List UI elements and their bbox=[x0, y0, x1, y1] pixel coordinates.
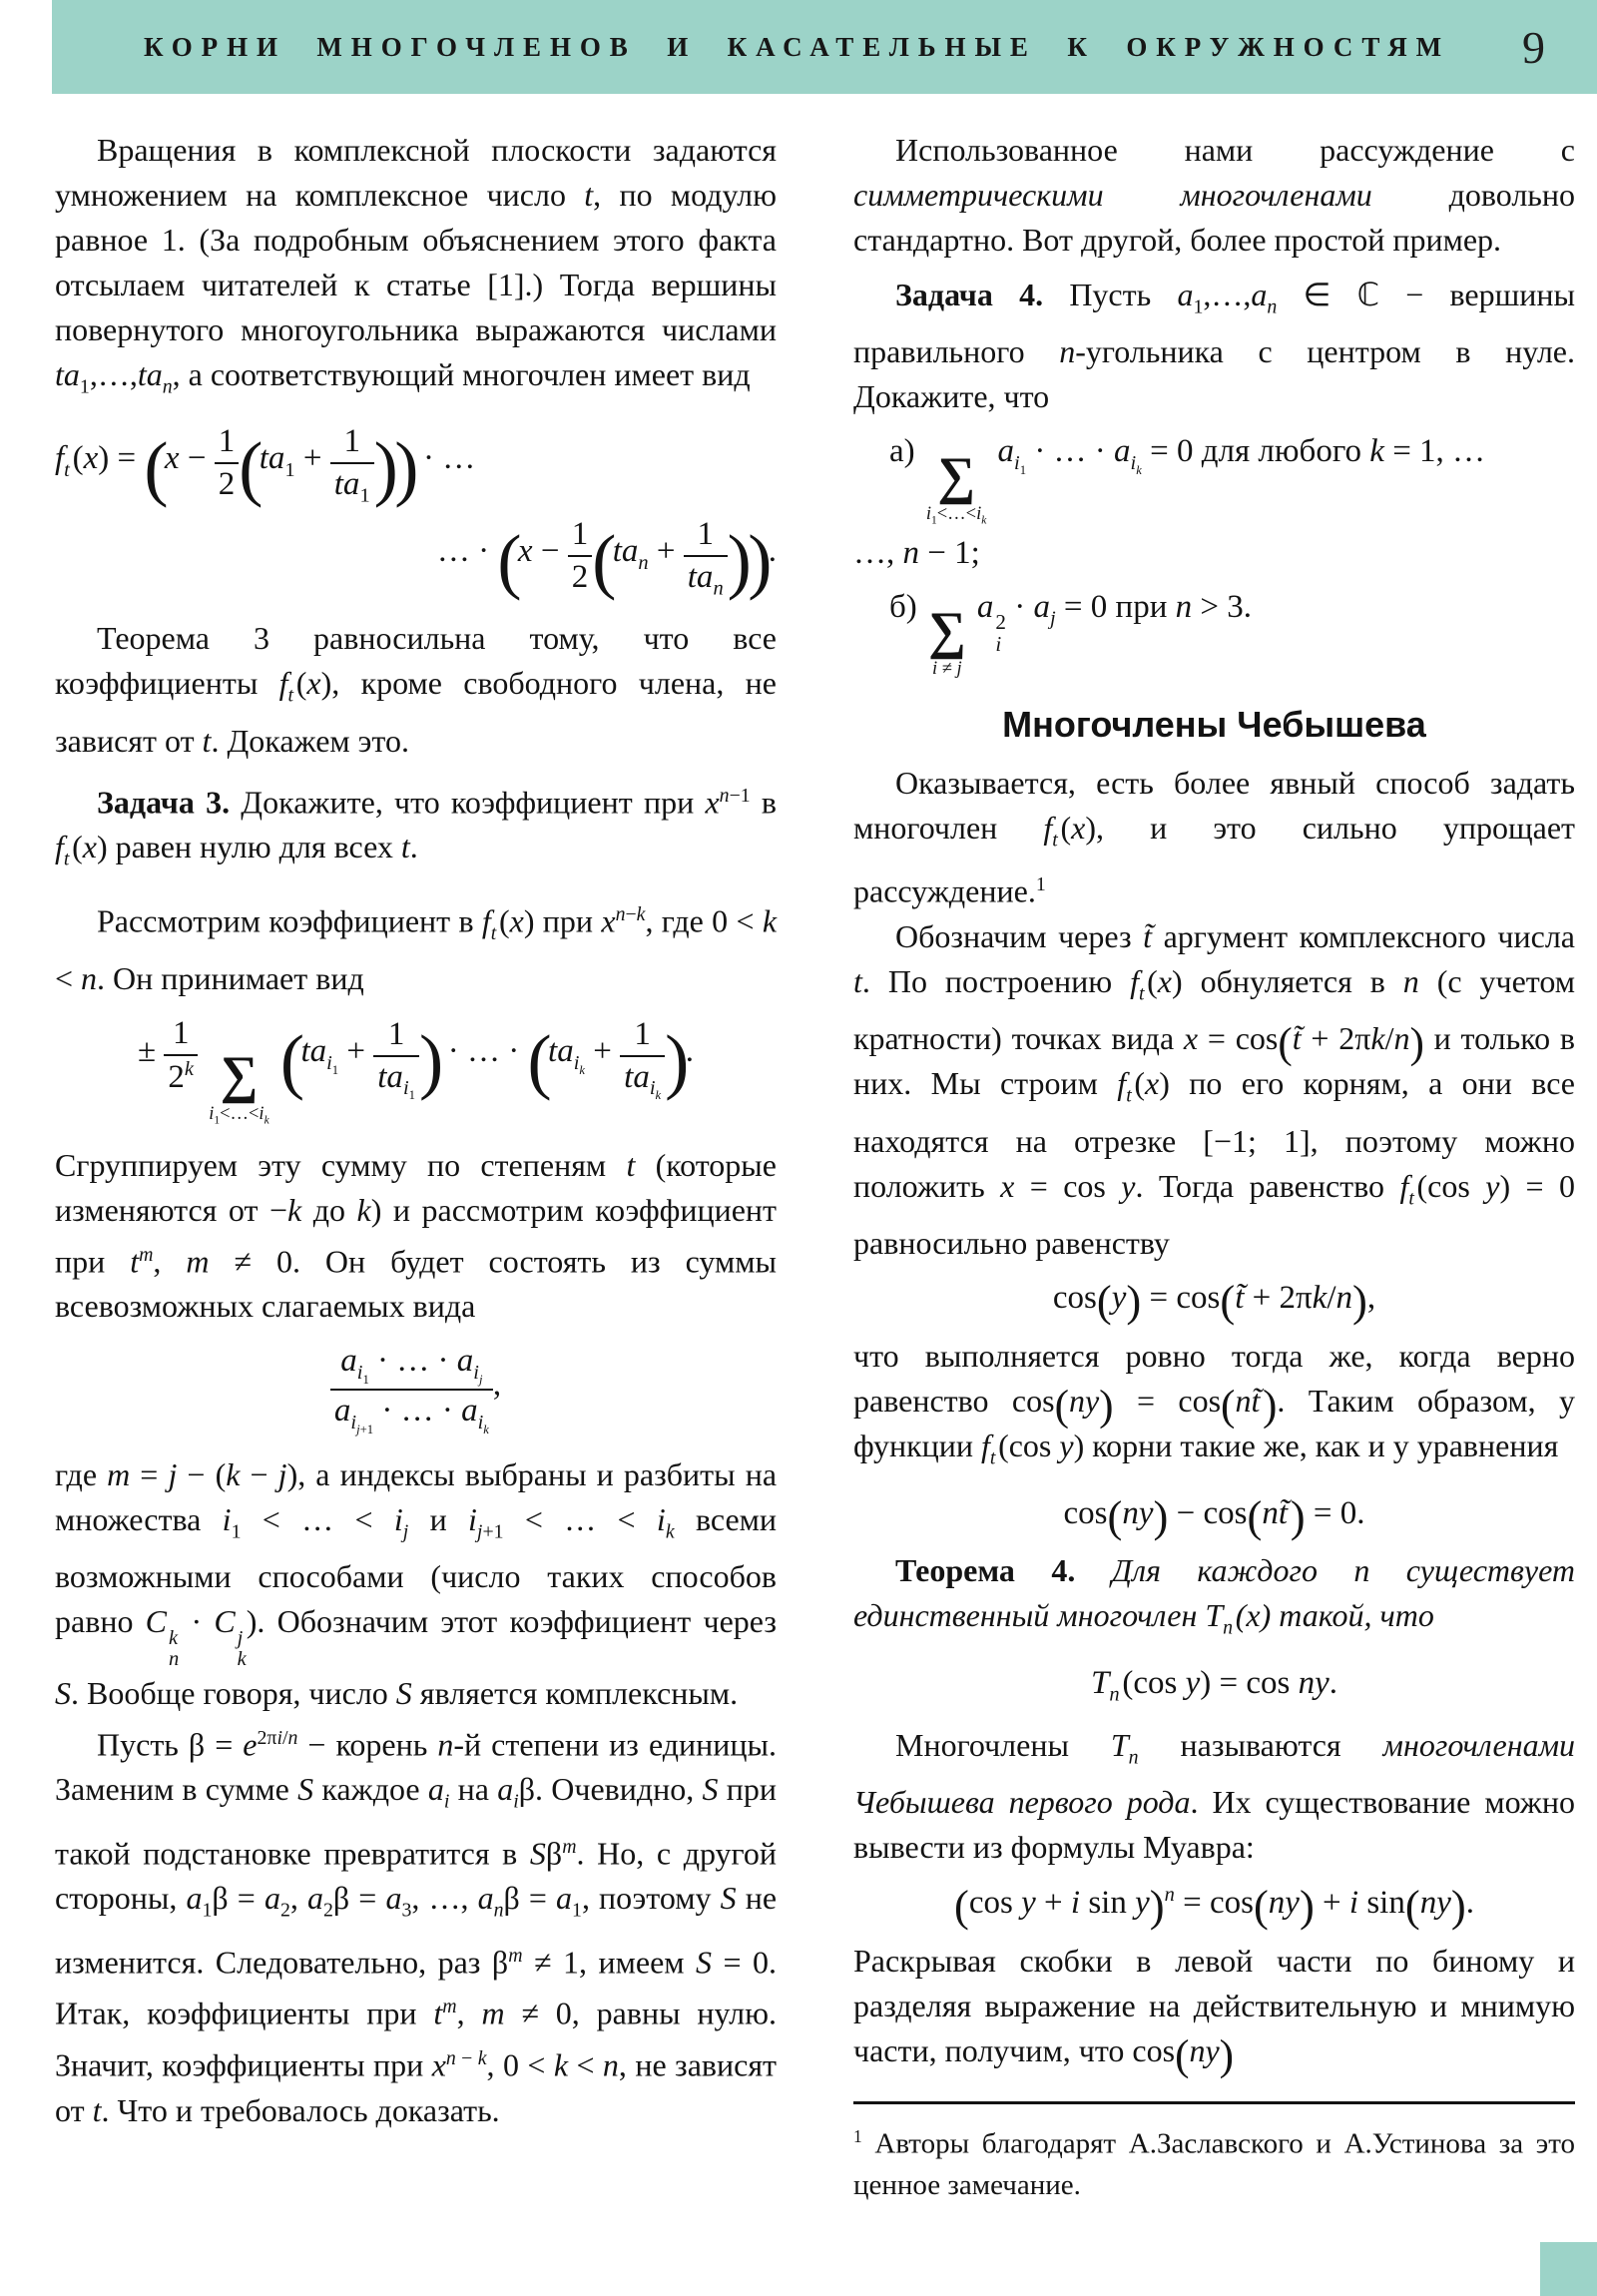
article-body bbox=[55, 128, 1575, 2206]
paragraph: Раскрывая скобки в левой части по биному и разделяя выражение на действительную и мнимую части, получим, что cos(ny) bbox=[853, 1943, 1575, 2080]
page-header bbox=[52, 0, 1597, 94]
paragraph: что выполняется ровно тогда же, когда верно равенство cos(ny) = cos(nt̃ ). Таким образом, у функции $f_t$ (cos y) корни такие же, как и у уравнения bbox=[853, 1338, 1576, 1469]
page-number: 9 bbox=[1522, 21, 1545, 73]
paragraph: Использованное нами рассуждение с симметрическими многочленами довольно стандартно. Вот другой, более простой пример. bbox=[853, 132, 1576, 258]
paragraph: Вращения в комплексной плоскости задаются умножением на комплексное число t, по модулю равное 1. (За подробным объяснением этого факта отсылаем читателей к статье [1].) Тогда вершины повернутого многоугольника выражаются числами $ta_1,\dots,ta_n$, а соответствующий многочлен имеет вид bbox=[55, 132, 778, 398]
paragraph: где m = j − (k − j), а индексы выбраны и разбиты на множества $i_1$ < … < $i_j$ и $i_{j+1}$ < … < $i_k$ всеми возможными способами (число таких способов равно C k n · C j k ). Обозначим этот коэффициент через S. Вообще говоря, число S является комплексным. bbox=[55, 1456, 778, 1711]
paragraph: Многочлены $T_n$ называются многочленами Чебышева первого рода. Их существование можно вывести из формулы Муавра: bbox=[853, 1726, 1576, 1866]
task-paragraph: Задача 4. Пусть $a_1,\dots,a_n$ ∈ ℂ − вершины правильного n-угольника с центром в нуле. Докажите, что bbox=[853, 277, 1576, 415]
display-formula: cos(y) = cos(t̃ + 2πk/n), bbox=[1052, 1276, 1376, 1327]
display-formula: $\frac{a_{i_1} \cdot \dots \cdot a_{i_j}}{a_{i_{j+1}} \cdot \dots \cdot a_{i_k}}$ , bbox=[55, 1343, 777, 1436]
display-formula: (cos y + i sin y)$^n$ = cos(ny) + i sin(ny). bbox=[954, 1881, 1474, 1932]
section-heading: Многочлены Чебышева bbox=[1002, 703, 1426, 745]
page-title: КОРНИ МНОГОЧЛЕНОВ И КАСАТЕЛЬНЫЕ К ОКРУЖНОСТЯМ bbox=[143, 31, 1451, 62]
display-formula: б) ∑ i ≠ j a 2 i · $a_j = 0$ при n > 3. bbox=[889, 588, 1252, 679]
right-column bbox=[853, 128, 1575, 2206]
paragraph: Сгруппируем эту сумму по степеням t (которые изменяются от −k до k) и рассмотрим коэффициент при $t^m$, m ≠ 0. Он будет состоять из суммы всевозможных слагаемых вида bbox=[55, 1146, 778, 1325]
left-column bbox=[55, 128, 777, 2206]
display-formula: $f_t$ (x) = (x − $\frac{1}{2}$ ($ta_1$ + $\frac{1}{ta_1}$ )) · … … · (x − $\frac{1}{2}$ ($ta_n$ + $\frac{1}{ta_n}$ )). bbox=[55, 423, 777, 602]
footnote: $^1$ Авторы благодарят А.Заславского и А.Устинова за это ценное замечание. bbox=[853, 2101, 1575, 2206]
display-formula: $T_n$ (cos y) = cos ny. bbox=[1091, 1664, 1337, 1706]
paragraph: Теорема 3 равносильна тому, что все коэффициенты $f_t$ (x), кроме свободного члена, не зависят от t. Докажем это. bbox=[55, 620, 778, 759]
display-formula: cos(ny) − cos(nt̃ ) = 0. bbox=[1063, 1490, 1365, 1541]
paragraph: Пусть $\beta = e^{2\pi i/n}$ − корень n-й степени из единицы. Заменим в сумме S каждое $a_i$ на $a_i\beta$. Очевидно, S при такой подстановке превратится в $S\beta^m$. Но, с другой стороны, $a_1\beta = a_2$, $a_2\beta = a_3$, …, $a_n\beta = a_1$, поэтому S не изменится. Следовательно, раз $\beta^m \ne 1$, имеем S = 0. Итак, коэффициенты при $t^m$, m ≠ 0, равны нулю. Значит, коэффициенты при $x^{n - k}$, 0 < k < n, не зависят от t. Что и требовалось доказать. bbox=[55, 1726, 778, 2128]
display-formula: а) ∑ $i_1<\dots<i_k$ $a_{i_1}$ · … · $a_{i_k} = 0$ для любого k = 1, … …, n − 1; bbox=[853, 433, 1486, 572]
display-formula: ± $\frac{1}{2^k}$ ∑ $i_1<\dots<i_k$ ($ta_{i_1}$ + $\frac{1}{ta_{i_1}}$ ) · … · ($ta_{i_k}$ + $\frac{1}{ta_{i_k}}$ ). bbox=[138, 1014, 694, 1127]
task-paragraph: Задача 3. Докажите, что коэффициент при $x^{n-1}$ в $f_t$ (x) равен нулю для всех t. bbox=[55, 784, 778, 870]
paragraph: Оказывается, есть более явный способ задать многочлен $f_t$ (x), и это сильно упрощает рассуждение.$^1$ bbox=[853, 764, 1575, 909]
corner-decoration bbox=[1540, 2242, 1597, 2296]
paragraph: Обозначим через t̃ аргумент комплексного числа t. По построению $f_t$ (x) обнуляется в n (с учетом кратности) точках вида x = cos(t̃ + 2πk/n) и только в них. Мы строим $f_t$ (x) по его корням, а они все находятся на отрезке [−1; 1], поэтому можно положить x = cos y. Тогда равенство $f_t$ (cos y) = 0 равносильно равенству bbox=[853, 918, 1576, 1262]
theorem-paragraph: Теорема 4. Для каждого n существует единственный многочлен $T_n$ (x) такой, что bbox=[853, 1552, 1576, 1639]
paragraph: Рассмотрим коэффициент в $f_t$ (x) при $x^{n-k}$, где 0 < k < n. Он принимает вид bbox=[55, 902, 778, 996]
